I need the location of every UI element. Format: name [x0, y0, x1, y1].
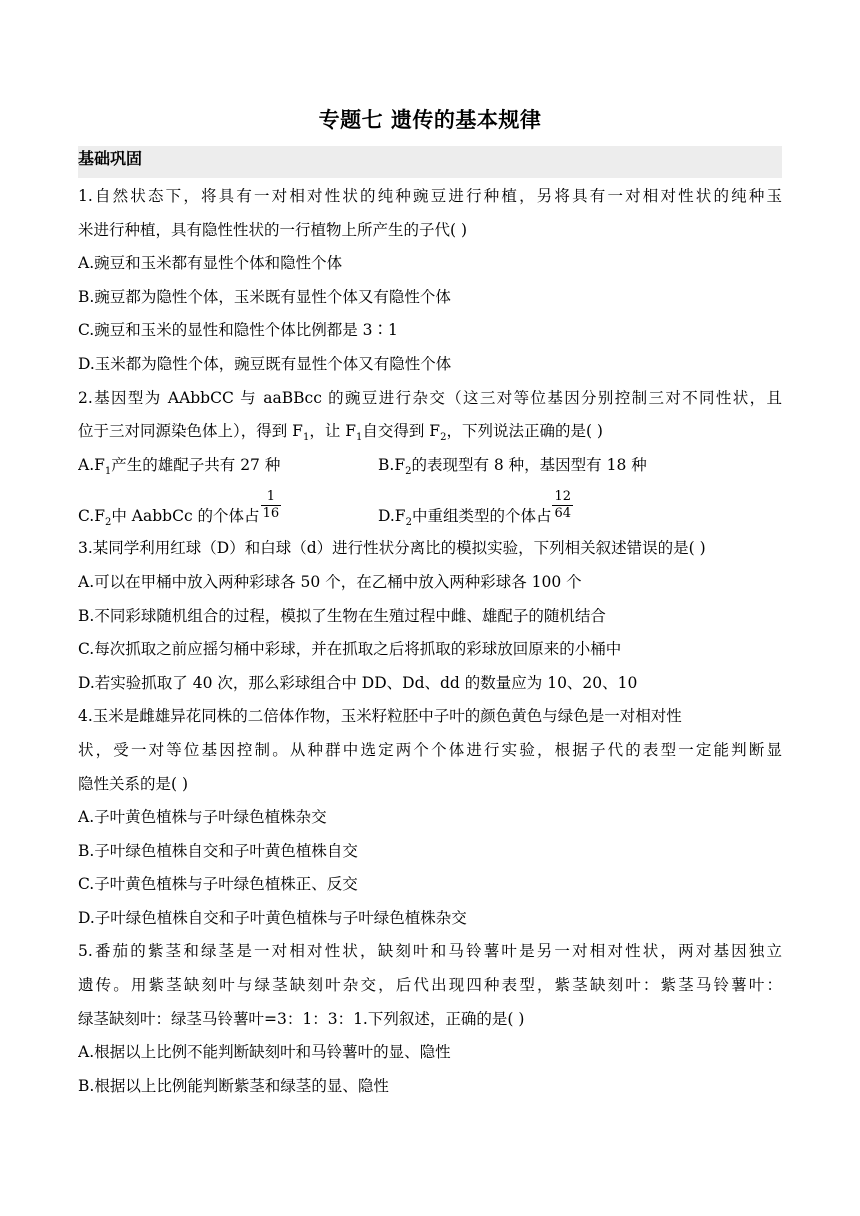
q4-option-a: A.子叶黄色植株与子叶绿色植株杂交: [78, 808, 327, 827]
q3-stem-line-1: 3.某同学利用红球（D）和白球（d）进行性状分离比的模拟实验，下列相关叙述错误的是( ): [78, 539, 706, 558]
q4-stem-line-1: 4.玉米是雌雄异花同株的二倍体作物，玉米籽粒胚中子叶的颜色黄色与绿色是一对相对性: [78, 707, 682, 726]
q5-option-a: A.根据以上比例不能判断缺刻叶和马铃薯叶的显、隐性: [78, 1043, 451, 1062]
q2-stem-line-2: 位于三对同源染色体上），得到 $F_1$，让 $F_1$自交得到 $F_2$，下列说法正确的是( ): [78, 422, 603, 444]
q2-options-cd: [78, 482, 782, 532]
q5-stem-line-2: 遗传。用紫茎缺刻叶与绿茎缺刻叶杂交，后代出现四种表型，紫茎缺刻叶：紫茎马铃薯叶：: [78, 976, 782, 995]
q1-option-b: B.豌豆都为隐性个体，玉米既有显性个体又有隐性个体: [78, 287, 451, 306]
q4-option-b: B.子叶绿色植株自交和子叶黄色植株自交: [78, 841, 358, 860]
q2-option-b: $B.F_2$的表现型有 8 种，基因型有 18 种: [378, 455, 647, 477]
q3-option-a: A.可以在甲桶中放入两种彩球各 50 个，在乙桶中放入两种彩球各 100 个: [78, 572, 582, 591]
q4-option-d: D.子叶绿色植株自交和子叶黄色植株与子叶绿色植株杂交: [78, 908, 467, 927]
q1-option-d: D.玉米都为隐性个体，豌豆既有显性个体又有隐性个体: [78, 354, 452, 373]
fraction: $\frac{12}{64}$: [554, 489, 571, 522]
q1-option-a: A.豌豆和玉米都有显性个体和隐性个体: [78, 254, 343, 273]
q2-options-ab: [78, 449, 782, 483]
q2-stem-line-1: 2.基因型为 AAbbCC 与 aaBBcc 的豌豆进行杂交（这三对等位基因分别控制三对不同性状，且: [78, 388, 782, 407]
q4-stem-line-2: 状，受一对等位基因控制。从种群中选定两个个体进行实验，根据子代的表型一定能判断显: [78, 740, 782, 759]
q3-option-d: D.若实验抓取了 40 次，那么彩球组合中 DD、Dd、dd 的数量应为 10、20、10: [78, 673, 638, 692]
document-title: 专题七 遗传的基本规律: [318, 107, 542, 132]
section-header: 基础巩固: [78, 146, 782, 178]
fraction: $\frac{1}{16}$: [262, 489, 280, 522]
q2-option-a: $A.F_1$产生的雄配子共有 27 种: [78, 455, 281, 477]
q2-option-c: $C.F_2$中 AabbCc 的个体占 $\frac{1}{16}$: [78, 489, 280, 529]
questions: [78, 180, 782, 1103]
q5-stem-line-1: 5.番茄的紫茎和绿茎是一对相对性状，缺刻叶和马铃薯叶是另一对相对性状，两对基因独立: [78, 942, 782, 961]
q3-option-b: B.不同彩球随机组合的过程，模拟了生物在生殖过程中雌、雄配子的随机结合: [78, 606, 606, 625]
q1-option-c: C.豌豆和玉米的显性和隐性个体比例都是 3∶1: [78, 321, 398, 340]
q1-stem-line-1: 1.自然状态下，将具有一对相对性状的纯种豌豆进行种植，另将具有一对相对性状的纯种玉: [78, 187, 782, 205]
q3-option-c: C.每次抓取之前应摇匀桶中彩球，并在抓取之后将抓取的彩球放回原来的小桶中: [78, 640, 622, 659]
q2-option-d: $D.F_2$中重组类型的个体占 $\frac{12}{64}$: [378, 489, 571, 529]
q4-option-c: C.子叶黄色植株与子叶绿色植株正、反交: [78, 875, 358, 894]
q5-stem-line-3: 绿茎缺刻叶：绿茎马铃薯叶=3：1：3：1.下列叙述，正确的是( ): [78, 1009, 525, 1028]
q5-option-b: B.根据以上比例能判断紫茎和绿茎的显、隐性: [78, 1076, 389, 1095]
q1-stem-line-2: 米进行种植，具有隐性性状的一行植物上所产生的子代( ): [78, 220, 468, 239]
q4-stem-line-3: 隐性关系的是( ): [78, 774, 189, 793]
